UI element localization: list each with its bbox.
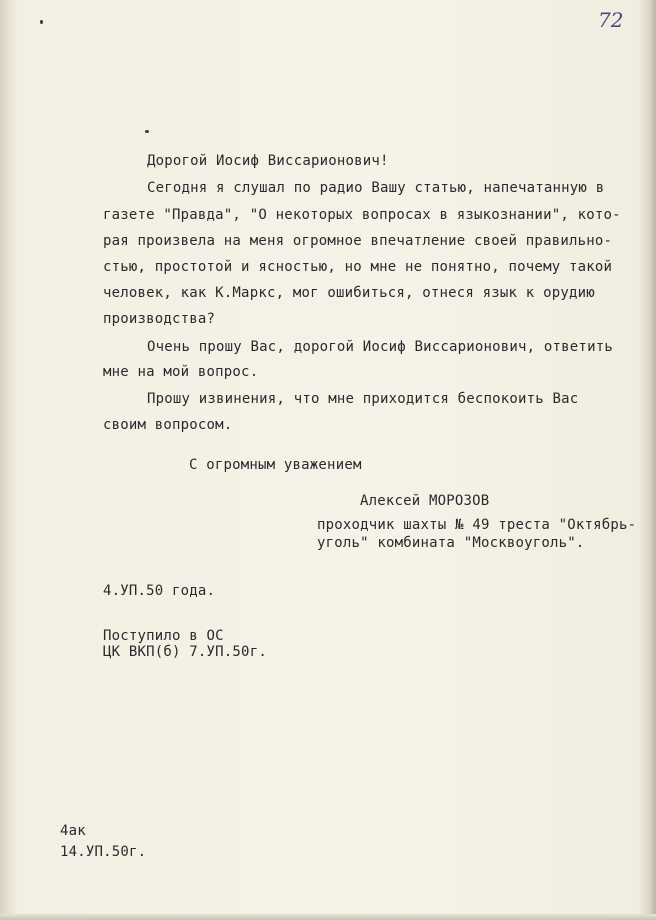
paragraph-line: Сегодня я слушал по радио Вашу статью, напечатанную в [147, 180, 605, 196]
signature-name: Алексей МОРОЗОВ [360, 493, 490, 509]
footer-line: 14.УП.50г. [60, 844, 147, 860]
letter-date: 4.УП.50 года. [103, 583, 216, 599]
paragraph-line: мне на мой вопрос. [103, 364, 259, 380]
received-stamp-line: Поступило в ОС [103, 628, 224, 644]
paragraph-line: рая произвела на меня огромное впечатление своей правильно- [103, 233, 613, 249]
ink-speck [145, 130, 149, 133]
paragraph-line: человек, как К.Маркс, мог ошибиться, отнеся язык к орудию [103, 285, 595, 301]
paragraph-line: Прошу извинения, что мне приходится беспокоить Вас [147, 391, 579, 407]
page-bottom-edge [0, 914, 656, 920]
paragraph-line: газете "Правда", "О некоторых вопросах в языкознании", кото- [103, 207, 621, 223]
received-stamp-line: ЦК ВКП(б) 7.УП.50г. [103, 644, 267, 660]
page-edge-shadow [640, 0, 656, 920]
paragraph-line: своим вопросом. [103, 417, 233, 433]
folio-number: 72 [598, 8, 624, 32]
footer-line: 4ак [60, 823, 86, 839]
signature-title-line: проходчик шахты № 49 треста "Октябрь- [317, 517, 637, 533]
paragraph-line: Очень прошу Вас, дорогой Иосиф Виссарионович, ответить [147, 339, 613, 355]
signature-title-line: уголь" комбината "Москвоуголь". [317, 535, 585, 551]
closing: С огромным уважением [189, 457, 362, 473]
paragraph-line: стью, простотой и ясностью, но мне не понятно, почему такой [103, 259, 613, 275]
salutation: Дорогой Иосиф Виссарионович! [147, 153, 389, 169]
paragraph-line: производства? [103, 311, 216, 327]
ink-speck [40, 20, 43, 24]
